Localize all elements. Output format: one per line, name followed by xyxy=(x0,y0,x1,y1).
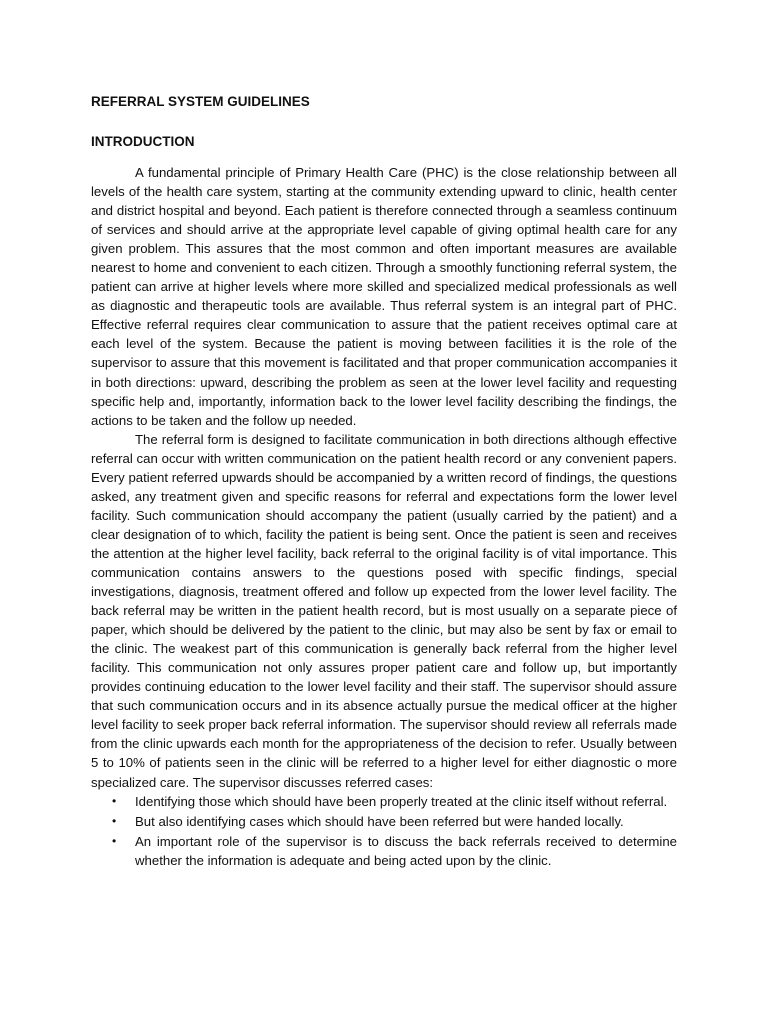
list-item-text: But also identifying cases which should have been referred but were handed locally. xyxy=(135,813,624,829)
paragraph: The referral form is designed to facilitate communication in both directions although effective referral can occur with written communication on the patient health record or any convenient papers. Every patient referred upwards should be accompanied by a written record of findings, the questions asked, any treatment given and specific reasons for referral and expectations form the lower level facility. Such communication should accompany the patient (usually carried by the patient) and a clear designation of to which, facility the patient is being sent. Once the patient is seen and receives the attention at the higher level facility, back referral to the original facility is of vital importance. This communication contains answers to the questions posed with specific findings, special investigations, diagnosis, treatment offered and follow up expected from the lower level facility. The back referral may be written in the patient health record, but is most usually on a separate piece of paper, which should be delivered by the patient to the clinic, but may also be sent by fax or email to the clinic. The weakest part of this communication is generally back referral from the higher level facility. This communication not only assures proper patient care and follow up, but importantly provides continuing education to the lower level facility and their staff. The supervisor should assure that such communication occurs and in its absence actually pursue the medical officer at the higher level facility to seek proper back referral information. The supervisor should review all referrals made from the clinic upwards each month for the appropriateness of the decision to refer. Usually between 5 to 10% of patients seen in the clinic will be referred to a higher level for either diagnostic o more specialized care. The supervisor discusses referred cases: xyxy=(91,431,677,790)
bullet-list xyxy=(91,792,677,870)
bullet-icon: • xyxy=(112,793,117,808)
section-heading: INTRODUCTION xyxy=(91,134,195,149)
list-item-text: An important role of the supervisor is to discuss the back referrals received to determine whether the information is adequate and being acted upon by the clinic. xyxy=(135,833,677,868)
list-item xyxy=(91,832,677,870)
document-title: REFERRAL SYSTEM GUIDELINES xyxy=(91,94,310,109)
bullet-icon: • xyxy=(112,813,117,828)
paragraph: A fundamental principle of Primary Health Care (PHC) is the close relationship between all levels of the health care system, starting at the community extending upward to clinic, health center and district hospital and beyond. Each patient is therefore connected through a seamless continuum of services and should arrive at the appropriate level capable of giving optimal health care for any given problem. This assures that the most common and often important measures are available nearest to home and convenient to each citizen. Through a smoothly functioning referral system, the patient can arrive at higher levels where more skilled and specialized medical professionals as well as diagnostic and therapeutic tools are available. Thus referral system is an integral part of PHC. Effective referral requires clear communication to assure that the patient receives optimal care at each level of the system. Because the patient is moving between facilities it is the role of the supervisor to assure that this movement is facilitated and that proper communication accompanies it in both directions: upward, describing the problem as seen at the lower level facility and requesting specific help and, importantly, information back to the lower level facility describing the findings, the actions to be taken and the follow up needed. xyxy=(91,165,677,428)
list-item xyxy=(91,792,677,811)
bullet-icon: • xyxy=(112,833,117,848)
list-item xyxy=(91,812,677,831)
list-item-text: Identifying those which should have been properly treated at the clinic itself without referral. xyxy=(135,793,668,809)
